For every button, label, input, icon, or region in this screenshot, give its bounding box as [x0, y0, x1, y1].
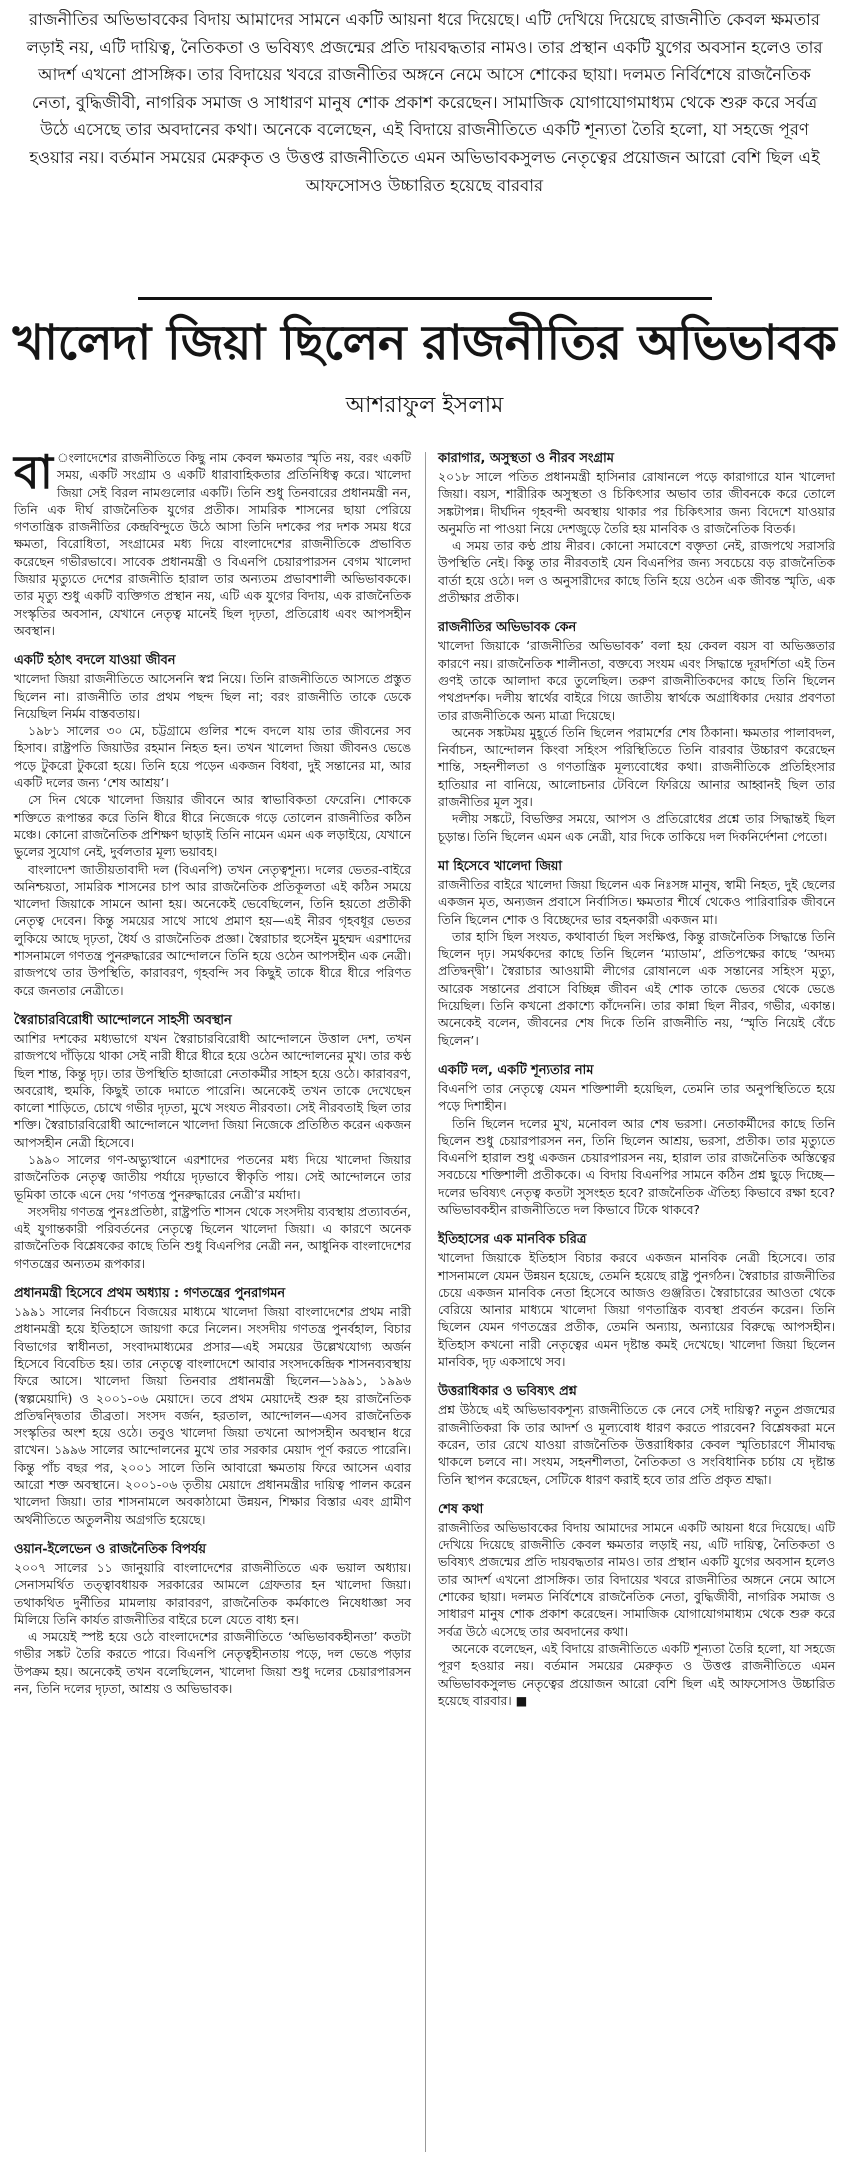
section-paragraph: তার হাসি ছিল সংযত, কথাবার্তা ছিল সংক্ষিপ্ত, কিন্তু রাজনৈতিক সিদ্ধান্তে তিনি ছিলেন দৃঢ়। সমর্থকদের কাছে তিনি ছিলেন ‘ম্যাডাম’, প্রতিপক্ষের কাছে ‘অদম্য প্রতিদ্বন্দ্বী’। স্বৈরাচার আওয়ামী লীগের রোষানলে এক সন্তানের সহিংস মৃত্যু, আরেক সন্তানের প্রবাসে বিচ্ছিন্ন জীবন এই শোক তাকে ভেতর থেকে ভেঙে দিয়েছিল। তিনি কখনো প্রকাশ্যে কাঁদেননি। তার কান্না ছিল নীরব, গভীর, একান্ত। অনেকেই বলেন, জীবনের শেষ দিকে তিনি রাজনীতি নয়, ‘স্মৃতি নিয়েই বেঁচে ছিলেন’। [438, 929, 835, 1048]
section-heading: উত্তরাধিকার ও ভবিষ্যৎ প্রশ্ন [438, 1384, 577, 1400]
section-heading: ইতিহাসের এক মানবিক চরিত্র [438, 1232, 587, 1248]
headline-divider [138, 297, 712, 300]
section-paragraph: ১৯৯১ সালের নির্বাচনে বিজয়ের মাধ্যমে খালেদা জিয়া বাংলাদেশের প্রথম নারী প্রধানমন্ত্রী হয়ে ইতিহাসে জায়গা করে নিলেন। সংসদীয় গণতন্ত্র পুনর্বহাল, বিচার বিভাগের স্বাধীনতা, সংবাদমাধ্যমের প্রসার—এই সময়ের উল্লেখযোগ্য অর্জন হিসেবে বিবেচিত হয়। তার নেতৃত্বে বাংলাদেশে আবার সংসদকেন্দ্রিক শাসনব্যবস্থায় ফিরে আসে। খালেদা জিয়া তিনবার প্রধানমন্ত্রী ছিলেন—১৯৯১, ১৯৯৬ (স্বল্পমেয়াদি) ও ২০০১-০৬ মেয়াদে। তবে প্রথম মেয়াদেই শুরু হয় রাজনৈতিক প্রতিদ্বন্দ্বিতার তীব্রতা। সংসদ বর্জন, হরতাল, আন্দোলন—এসব রাজনৈতিক সংস্কৃতির অংশ হয়ে ওঠে। তবুও খালেদা জিয়া তখনো আপসহীন অবস্থান ধরে রাখেন। ১৯৯৬ সালের আন্দোলনের মুখে তার সরকার মেয়াদ পূর্ণ করতে পারেনি। কিন্তু পাঁচ বছর পর, ২০০১ সালে তিনি আবারো ক্ষমতায় ফিরে আসেন এবার আরো শক্ত অবস্থানে। ২০০১-০৬ তৃতীয় মেয়াদে প্রধানমন্ত্রীর দায়িত্ব পালন করেন খালেদা জিয়া। তার শাসনামলে অবকাঠামো উন্নয়ন, শিক্ষার বিস্তার এবং গ্রামীণ অর্থনীতিতে অতুলনীয় অগ্রগতি হয়েছে। [14, 1305, 411, 1527]
article-section [438, 1062, 835, 1219]
byline: আশরাফুল ইসলাম [345, 393, 504, 418]
section-paragraph: বাংলাদেশ জাতীয়তাবাদী দল (বিএনপি) তখন নেতৃত্বশূন্য। দলের ভেতর-বাইরে অনিশ্চয়তা, সামরিক শাসনের চাপ আর রাজনৈতিক প্রতিকূলতা এই কঠিন সময়ে খালেদা জিয়াকে সামনে আনা হয়। অনেকেই ভেবেছিলেন, তিনি হয়তো প্রতীকী নেতৃত্ব দেবেন। কিন্তু সময়ের সাথে সাথে প্রমাণ হয়—এই নীরব গৃহবধূর ভেতর লুকিয়ে আছে দৃঢ়তা, ধৈর্য ও রাজনৈতিক প্রজ্ঞা। স্বৈরাচার হুসেইন মুহম্মদ এরশাদের শাসনামলে গণতন্ত্র পুনরুদ্ধারের আন্দোলনে তিনি হয়ে ওঠেন আপসহীন এক নেত্রী। রাজপথে তার উপস্থিতি, কারাবরণ, গৃহবন্দি সব কিছুই তাকে ধীরে ধীরে পরিণত করে জনতার নেত্রীতে। [14, 862, 411, 998]
section-heading: শেষ কথা [438, 1501, 484, 1517]
section-paragraph: প্রশ্ন উঠছে এই অভিভাবকশূন্য রাজনীতিতে কে নেবে সেই দায়িত্ব? নতুন প্রজন্মের রাজনীতিকরা কি তার আদর্শ ও মূল্যবোধ ধারণ করতে পারবেন? বিশ্লেষকরা মনে করেন, তার রেখে যাওয়া রাজনৈতিক উত্তরাধিকার কেবল স্মৃতিচারণে সীমাবদ্ধ থাকলে চলবে না। সংযম, সহনশীলতা, নৈতিকতা ও সংবিধানিক চর্চায় যে দৃষ্টান্ত তিনি স্থাপন করেছেন, সেটিকে ধারণ করাই হবে তার প্রতি প্রকৃত শ্রদ্ধা। [438, 1403, 835, 1487]
article-section [14, 652, 411, 1000]
section-heading: একটি হঠাৎ বদলে যাওয়া জীবন [14, 653, 176, 669]
article-section [14, 1541, 411, 1698]
section-paragraph: ২০১৮ সালে পতিত প্রধানমন্ত্রী হাসিনার রোষানলে পড়ে কারাগারে যান খালেদা জিয়া। বয়স, শারীরিক অসুস্থতা ও চিকিৎসার অভাব তার জীবনকে করে তোলে সঙ্কটাপন্ন। দীর্ঘদিন গৃহবন্দী অবস্থায় থাকার পর চিকিৎসার জন্য বিদেশে যাওয়ার অনুমতি না পাওয়া নিয়ে দেশজুড়ে তৈরি হয় মানবিক ও রাজনৈতিক বিতর্ক। [438, 470, 835, 536]
intro-text: রাজনীতির অভিভাবকের বিদায় আমাদের সামনে একটি আয়না ধরে দিয়েছে। এটি দেখিয়ে দিয়েছে রাজনীতি কেবল ক্ষমতার লড়াই নয়, এটি দায়িত্ব, নৈতিকতা ও ভবিষ্যৎ প্রজন্মের প্রতি দায়বদ্ধতার নামও। তার প্রস্থান একটি যুগের অবসান হলেও তার আদর্শ এখনো প্রাসঙ্গিক। তার বিদায়ের খবরে রাজনীতির অঙ্গনে নেমে আসে শোকের ছায়া। দলমত নির্বিশেষে রাজনৈতিক নেতা, বুদ্ধিজীবী, নাগরিক সমাজ ও সাধারণ মানুষ শোক প্রকাশ করেছেন। সামাজিক যোগাযোগমাধ্যম থেকে শুরু করে সর্বত্র উঠে এসেছে তার অবদানের কথা। অনেকে বলেছেন, এই বিদায়ে রাজনীতিতে একটি শূন্যতা তৈরি হলো, যা সহজে পূরণ হওয়ার নয়। বর্তমান সময়ের মেরুকৃত ও উত্তপ্ত রাজনীতিতে এমন অভিভাবকসুলভ নেতৃত্বের প্রয়োজন আরো বেশি ছিল এই আফসোসও উচ্চারিত হয়েছে বারবার [26, 10, 823, 195]
section-heading: ওয়ান-ইলেভেন ও রাজনৈতিক বিপর্যয় [14, 1541, 206, 1557]
drop-cap: বা [14, 445, 53, 499]
column-divider [425, 452, 426, 2152]
headline: খালেদা জিয়া ছিলেন রাজনীতির অভিভাবক [12, 315, 837, 371]
section-paragraph: খালেদা জিয়াকে ইতিহাস বিচার করবে একজন মানবিক নেত্রী হিসেবে। তার শাসনামলে যেমন উন্নয়ন হয়েছে, তেমনি হয়েছে রাষ্ট্র পুনর্গঠন। স্বৈরাচার রাজনীতির চেয়ে একজন মানবিক নেতা হিসেবে আজও গুঞ্জরিত। স্বৈরাচারের আওতা থেকে বেরিয়ে আনার মাধ্যমে খালেদা জিয়া গণতান্ত্রিক ব্যবস্থা প্রবর্তন করেন। তিনি ছিলেন যেমন গণতন্ত্রের প্রতীক, তেমনি অন্যায়, অন্যায়ের বিরুদ্ধে আপসহীন। ইতিহাস কখনো নারী নেতৃত্বের এমন দৃষ্টান্ত কমই দেখেছে। খালেদা জিয়া ছিলেন মানবিক, দৃঢ় একসাথে সব। [438, 1251, 835, 1370]
section-paragraph: অনেক সঙ্কটময় মুহূর্তে তিনি ছিলেন পরামর্শের শেষ ঠিকানা। ক্ষমতার পালাবদল, নির্বাচন, আন্দোলন কিংবা সহিংস পরিস্থিতিতে তিনি বারবার উচ্চারণ করেছেন শান্তি, সহনশীলতা ও গণতান্ত্রিক মূল্যবোধের কথা। রাজনীতিকে প্রতিহিংসার হাতিয়ার না বানিয়ে, আলোচনার টেবিলে ফিরিয়ে আনার আহ্বানই ছিল তার রাজনীতির মূল সুর। [438, 725, 835, 810]
intro-summary [22, 6, 827, 199]
article-column-right [438, 450, 835, 1722]
section-heading: কারাগার, অসুস্থতা ও নীরব সংগ্রাম [438, 451, 614, 466]
section-paragraph: অনেকে বলেছেন, এই বিদায়ে রাজনীতিতে একটি শূন্যতা তৈরি হলো, যা সহজে পূরণ হওয়ার নয়। বর্তমান সময়ের মেরুকৃত ও উত্তপ্ত রাজনীতিতে এমন অভিভাবকসুলভ নেতৃত্বের প্রয়োজন আরো বেশি ছিল এই আফসোসও উচ্চারিত হয়েছে বারবার। ■ [438, 1641, 835, 1708]
section-paragraph: সে দিন থেকে খালেদা জিয়ার জীবনে আর স্বাভাবিকতা ফেরেনি। শোককে শক্তিতে রূপান্তর করে তিনি ধীরে ধীরে নিজেকে গড়ে তোলেন রাজনীতির কঠিন মঞ্চে। কোনো রাজনৈতিক প্রশিক্ষণ ছাড়াই তিনি নামেন এমন এক লড়াইয়ে, যেখানে ভুলের সুযোগ নেই, দুর্বলতার মূল্য ভয়াবহ। [14, 793, 411, 860]
article-section [438, 1501, 835, 1710]
section-paragraph: এ সময় তার কণ্ঠ প্রায় নীরব। কোনো সমাবেশে বক্তৃতা নেই, রাজপথে সরাসরি উপস্থিতি নেই। কিন্তু তার নীরবতাই যেন বিএনপির জন্য সবচেয়ে বড় রাজনৈতিক বার্তা হয়ে ওঠে। দল ও অনুসারীদের কাছে তিনি হয়ে ওঠেন এক জীবন্ত স্মৃতি, এক প্রতীক্ষার প্রতীক। [438, 539, 835, 606]
section-paragraph: খালেদা জিয়া রাজনীতিতে আসেননি স্বপ্ন নিয়ে। তিনি রাজনীতিতে আসতে প্রস্তুত ছিলেন না। রাজনীতি তার প্রথম পছন্দ ছিল না; বরং রাজনীতি তাকে ডেকে নিয়েছিল নির্মম বাস্তবতায়। [14, 672, 411, 721]
article-section [438, 1383, 835, 1488]
section-heading: রাজনীতির অভিভাবক কেন [438, 620, 577, 636]
section-heading: স্বৈরাচারবিরোধী আন্দোলনে সাহসী অবস্থান [14, 1012, 232, 1028]
lead-text: ংলাদেশের রাজনীতিতে কিছু নাম কেবল ক্ষমতার স্মৃতি নয়, বরং একটি সময়, একটি সংগ্রাম ও একটি ধারাবাহিকতার প্রতিনিধিত্ব করে। খালেদা জিয়া সেই বিরল নামগুলোর একটি। তিনি শুধু তিনবারের প্রধানমন্ত্রী নন, তিনি এক দীর্ঘ রাজনৈতিক যুগের প্রতীক। সামরিক শাসনের ছায়া পেরিয়ে গণতান্ত্রিক রাজনীতির কেন্দ্রবিন্দুতে উঠে আসা তিনি দশকের পর দশক সময় ধরে ক্ষমতা, বিরোধিতা, সংগ্রামের মধ্য দিয়ে বাংলাদেশের রাজনীতিকে প্রভাবিত করেছেন গভীরভাবে। সাবেক প্রধানমন্ত্রী ও বিএনপি চেয়ারপারসন বেগম খালেদা জিয়ার মৃত্যুতে দেশের রাজনীতি হারাল তার অন্যতম প্রভাবশালী অভিভাবককে। তার মৃত্যু শুধু একটি ব্যক্তিগত প্রস্থান নয়, এটি এক যুগের বিদায়, এক রাজনৈতিক সংস্কৃতির অবসান, যেখানে নেতৃত্ব মানেই ছিল দৃঢ়তা, প্রতিরোধ এবং আপসহীন অবস্থান। [14, 451, 411, 638]
section-paragraph: রাজনীতির অভিভাবকের বিদায় আমাদের সামনে একটি আয়না ধরে দিয়েছে। এটি দেখিয়ে দিয়েছে রাজনীতি কেবল ক্ষমতার লড়াই নয়, এটি দায়িত্ব, নৈতিকতা ও ভবিষ্যৎ প্রজন্মের প্রতি দায়বদ্ধতার নামও। তার প্রস্থান একটি যুগের অবসান হলেও তার আদর্শ এখনো প্রাসঙ্গিক। তার বিদায়ের খবরে রাজনীতির অঙ্গনে নেমে আসে শোকের ছায়া। দলমত নির্বিশেষে রাজনৈতিক নেতা, বুদ্ধিজীবী, নাগরিক সমাজ ও সাধারণ মানুষ শোক প্রকাশ করেছেন। সামাজিক যোগাযোগমাধ্যম থেকে শুরু করে সর্বত্র উঠে এসেছে তার অবদানের কথা। [438, 1520, 835, 1639]
section-paragraph: রাজনীতির বাইরে খালেদা জিয়া ছিলেন এক নিঃসঙ্গ মানুষ, স্বামী নিহত, দুই ছেলের একজন মৃত, অন্যজন প্রবাসে নির্বাসিত। ক্ষমতার শীর্ষে থেকেও পারিবারিক জীবনে তিনি ছিলেন শোক ও বিচ্ছেদের ভার বহনকারী একজন মা। [438, 877, 835, 927]
section-paragraph: ১৯৮১ সালের ৩০ মে, চট্টগ্রামে গুলির শব্দে বদলে যায় তার জীবনের সব হিসাব। রাষ্ট্রপতি জিয়াউর রহমান নিহত হন। তখন খালেদা জিয়া জীবনও ভেঙে পড়ে টুকরো টুকরো হয়ে। তিনি হয়ে পড়েন একজন বিধবা, দুই সন্তানের মা, আর একটি দলের জন্য ‘শেষ আশ্রয়’। [14, 724, 411, 791]
lead-paragraph [14, 445, 411, 640]
article-section [438, 450, 835, 607]
article-section [438, 619, 835, 846]
section-heading: মা হিসেবে খালেদা জিয়া [438, 858, 563, 874]
section-heading: প্রধানমন্ত্রী হিসেবে প্রথম অধ্যায় : গণতন্ত্রের পুনরাগমন [14, 1286, 285, 1302]
section-paragraph: খালেদা জিয়াকে ‘রাজনীতির অভিভাবক’ বলা হয় কেবল বয়স বা অভিজ্ঞতার কারণে নয়। রাজনৈতিক শালীনতা, বক্তব্যে সংযম এবং সিদ্ধান্তে দূরদর্শিতা এই তিন গুণই তাকে আলাদা করে তুলেছিল। তরুণ রাজনীতিকদের কাছে তিনি ছিলেন পথপ্রদর্শক। দলীয় স্বার্থের বাইরে গিয়ে জাতীয় স্বার্থকে অগ্রাধিকার দেয়ার প্রবণতা তার রাজনীতিকে অন্য মাত্রা দিয়েছে। [438, 639, 835, 723]
section-paragraph: এ সময়েই স্পষ্ট হয়ে ওঠে বাংলাদেশের রাজনীতিতে ‘অভিভাবকহীনতা’ কতটা গভীর সঙ্কট তৈরি করতে পারে। বিএনপি নেতৃত্বহীনতায় পড়ে, দল ভেঙে পড়ার উপক্রম হয়। অনেকেই তখন বলেছিলেন, খালেদা জিয়া শুধু দলের চেয়ারপারসন নন, তিনি দলের দৃঢ়তা, আশ্রয় ও অভিভাবক। [14, 1630, 411, 1696]
section-paragraph: ২০০৭ সালের ১১ জানুয়ারি বাংলাদেশের রাজনীতিতে এক ভয়াল অধ্যায়। সেনাসমর্থিত তত্ত্বাবধায়ক সরকারের আমলে গ্রেফতার হন খালেদা জিয়া। তথাকথিত দুর্নীতির মামলায় কারাবরণ, রাজনৈতিক কর্মকাণ্ডে নিষেধাজ্ঞা সব মিলিয়ে তিনি কার্যত রাজনীতির বাইরে চলে যেতে বাধ্য হন। [14, 1560, 411, 1627]
section-paragraph: সংসদীয় গণতন্ত্র পুনঃপ্রতিষ্ঠা, রাষ্ট্রপতি শাসন থেকে সংসদীয় ব্যবস্থায় প্রত্যাবর্তন, এই যুগান্তকারী পরিবর্তনের নেতৃত্বে ছিলেন খালেদা জিয়া। এ কারণে অনেক রাজনৈতিক বিশ্লেষকের কাছে তিনি শুধু বিএনপির নেত্রী নন, আধুনিক বাংলাদেশের গণতন্ত্রের অন্যতম রূপকার। [14, 1204, 411, 1271]
article-column-left [14, 445, 411, 1710]
section-paragraph: ১৯৯০ সালের গণ-অভ্যুত্থানে এরশাদের পতনের মধ্য দিয়ে খালেদা জিয়ার রাজনৈতিক নেতৃত্ব জাতীয় পর্যায়ে দৃঢ়ভাবে স্বীকৃতি পায়। সেই আন্দোলনে তার ভূমিকা তাকে এনে দেয় ‘গণতন্ত্র পুনরুদ্ধারের নেত্রী’র মর্যাদা। [14, 1152, 411, 1202]
section-paragraph: দলীয় সঙ্কটে, বিভক্তির সময়ে, আপস ও প্রতিরোধের প্রশ্নে তার সিদ্ধান্তই ছিল চূড়ান্ত। তিনি ছিলেন এমন এক নেত্রী, যার দিকে তাকিয়ে দল দিকনির্দেশনা পেতো। [438, 812, 835, 844]
article-section [438, 858, 835, 1050]
article-section [438, 1231, 835, 1371]
section-paragraph: আশির দশকের মধ্যভাগে যখন স্বৈরাচারবিরোধী আন্দোলনে উত্তাল দেশ, তখন রাজপথে দাঁড়িয়ে থাকা সেই নারী ধীরে ধীরে হয়ে ওঠেন আন্দোলনের মুখ। তার কণ্ঠ ছিল শান্ত, কিন্তু দৃঢ়। তার উপস্থিতি হাজারো নেতাকর্মীর সাহস হয়ে ওঠে। কারাবরণ, অবরোধ, হুমকি, কিছুই তাকে দমাতে পারেনি। অনেকেই তখন তাকে দেখেছেন কালো শাড়িতে, চোখে গভীর দৃঢ়তা, মুখে সংযত নীরবতা। সেই নীরবতাই ছিল তার শক্তি। স্বৈরাচারবিরোধী আন্দোলনে খালেদা জিয়া নিজেকে প্রতিষ্ঠিত করেন একজন আপসহীন নেত্রী হিসেবে। [14, 1031, 411, 1150]
section-heading: একটি দল, একটি শূন্যতার নাম [438, 1062, 594, 1078]
section-paragraph: তিনি ছিলেন দলের মুখ, মনোবল আর শেষ ভরসা। নেতাকর্মীদের কাছে তিনি ছিলেন শুধু চেয়ারপারসন নন, তিনি ছিলেন আশ্রয়, ভরসা, প্রতীক। তার মৃত্যুতে বিএনপি হারাল শুধু একজন চেয়ারপারসন নয়, হারাল তার রাজনৈতিক অস্তিত্বের সবচেয়ে শক্তিশালী প্রতীককে। এ বিদায় বিএনপির সামনে কঠিন প্রশ্ন ছুড়ে দিচ্ছে—দলের ভবিষ্যৎ নেতৃত্ব কতটা সুসংহত হবে? রাজনৈতিক ঐতিহ্য কিভাবে রক্ষা হবে? অভিভাবকহীন রাজনীতিতে দল কিভাবে টিকে থাকবে? [438, 1116, 835, 1217]
article-section [14, 1012, 411, 1273]
section-paragraph: বিএনপি তার নেতৃত্বে যেমন শক্তিশালী হয়েছিল, তেমনি তার অনুপস্থিতিতে হয়ে পড়ে দিশাহীন। [438, 1081, 835, 1114]
article-section [14, 1285, 411, 1529]
